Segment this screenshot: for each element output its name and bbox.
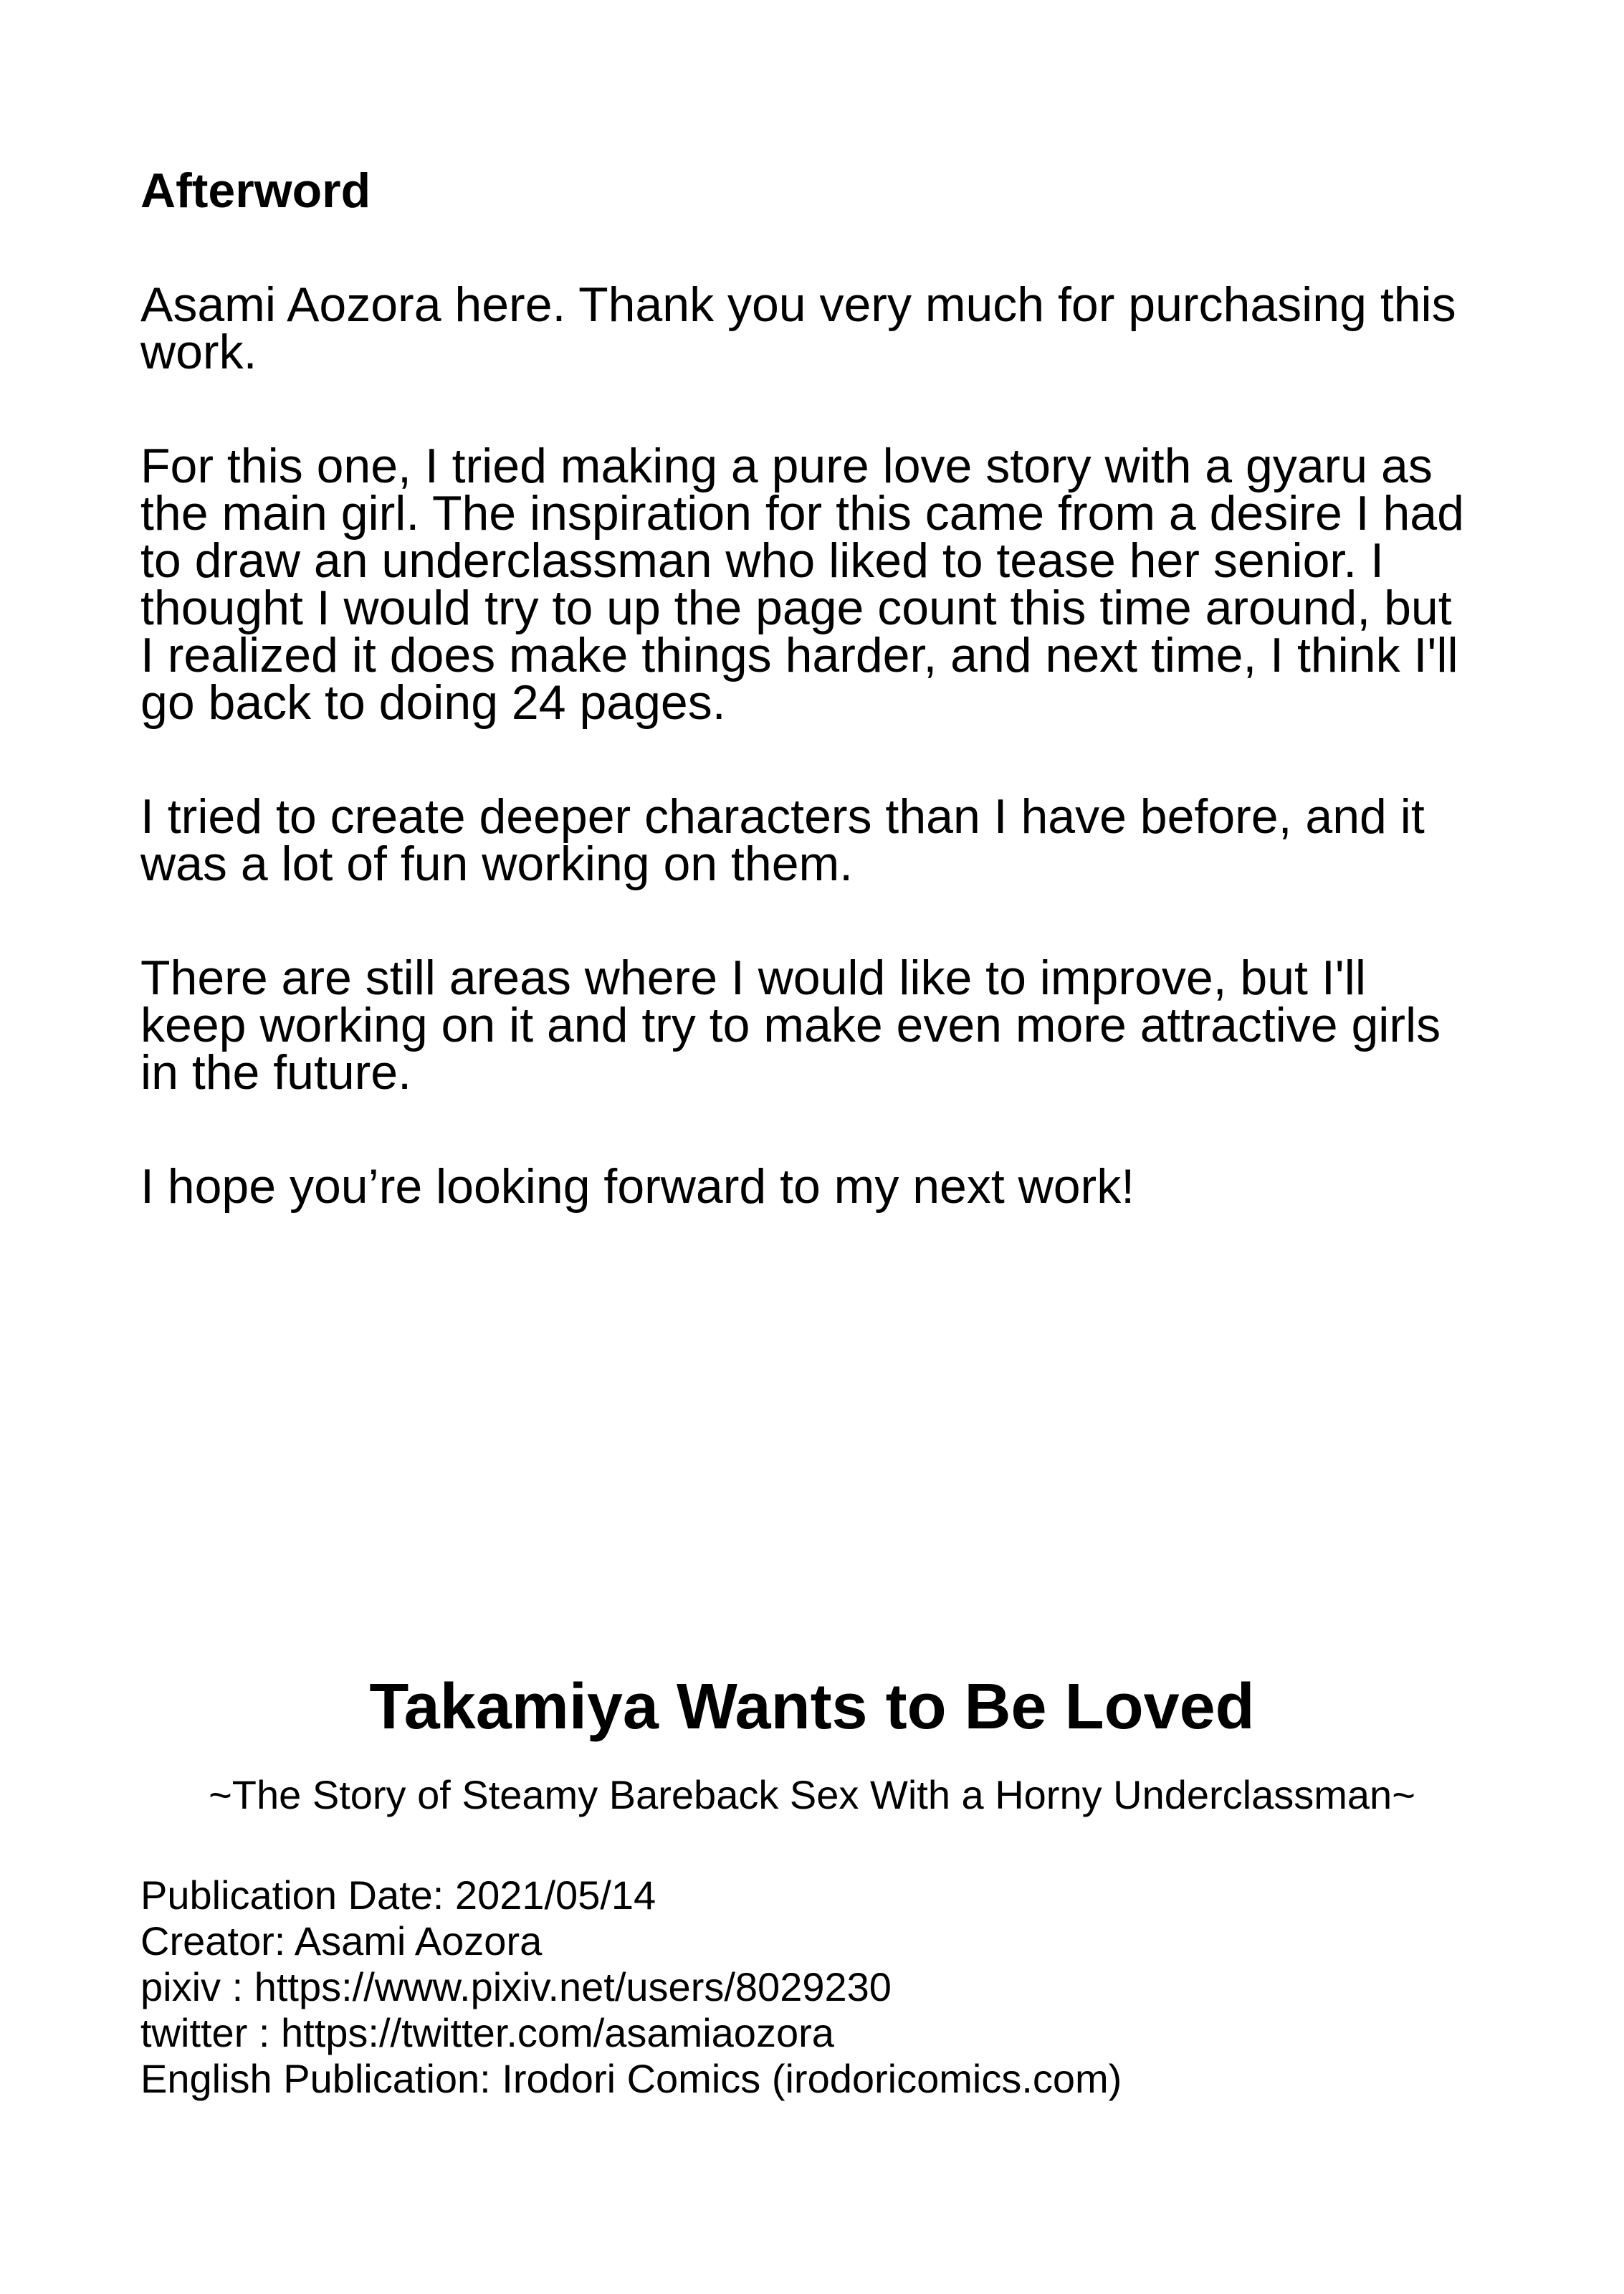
paragraph-line: I tried to create deeper characters than I have before, and it <box>140 789 1425 844</box>
paragraph-line: I realized it does make things harder, and next time, I think I'll <box>140 628 1458 682</box>
paragraph-line: work. <box>140 325 257 379</box>
afterword-paragraph <box>140 439 1538 730</box>
afterword-paragraph <box>140 1159 1538 1214</box>
pixiv-link-text: pixiv : https://www.pixiv.net/users/8029230 <box>140 1964 892 2009</box>
colophon-title: Takamiya Wants to Be Loved <box>369 1671 1255 1743</box>
afterword-heading: Afterword <box>140 163 371 218</box>
paragraph-line: Asami Aozora here. Thank you very much for purchasing this <box>140 277 1456 332</box>
colophon-subtitle: ~The Story of Steamy Bareback Sex With a Horny Underclassman~ <box>209 1772 1415 1817</box>
paragraph-line: the main girl. The inspiration for this came from a desire I had <box>140 486 1464 541</box>
paragraph-line: was a lot of fun working on them. <box>140 837 854 891</box>
paragraph-line: in the future. <box>140 1045 412 1100</box>
creator-credit: Creator: Asami Aozora <box>140 1918 543 1964</box>
paragraph-line: There are still areas where I would like to improve, but I'll <box>140 951 1366 1005</box>
afterword-paragraph <box>140 277 1538 379</box>
paragraph-line: thought I would try to up the page count this time around, but <box>140 581 1452 635</box>
paragraph-line: I hope you’re looking forward to my next work! <box>140 1159 1135 1214</box>
afterword-section <box>140 163 1538 1277</box>
paragraph-line: go back to doing 24 pages. <box>140 675 726 730</box>
paragraph-line: keep working on it and try to make even more attractive girls <box>140 998 1441 1052</box>
publication-date: Publication Date: 2021/05/14 <box>140 1872 656 1918</box>
paragraph-line: For this one, I tried making a pure love story with a gyaru as <box>140 439 1433 493</box>
twitter-link-text: twitter : https://twitter.com/asamiaozora <box>140 2010 834 2055</box>
english-publication: English Publication: Irodori Comics (irodoricomics.com) <box>140 2056 1122 2101</box>
afterword-paragraph <box>140 789 1538 891</box>
afterword-paragraph <box>140 951 1538 1100</box>
colophon-info <box>140 1872 1122 2102</box>
paragraph-line: to draw an underclassman who liked to tease her senior. I <box>140 533 1384 588</box>
